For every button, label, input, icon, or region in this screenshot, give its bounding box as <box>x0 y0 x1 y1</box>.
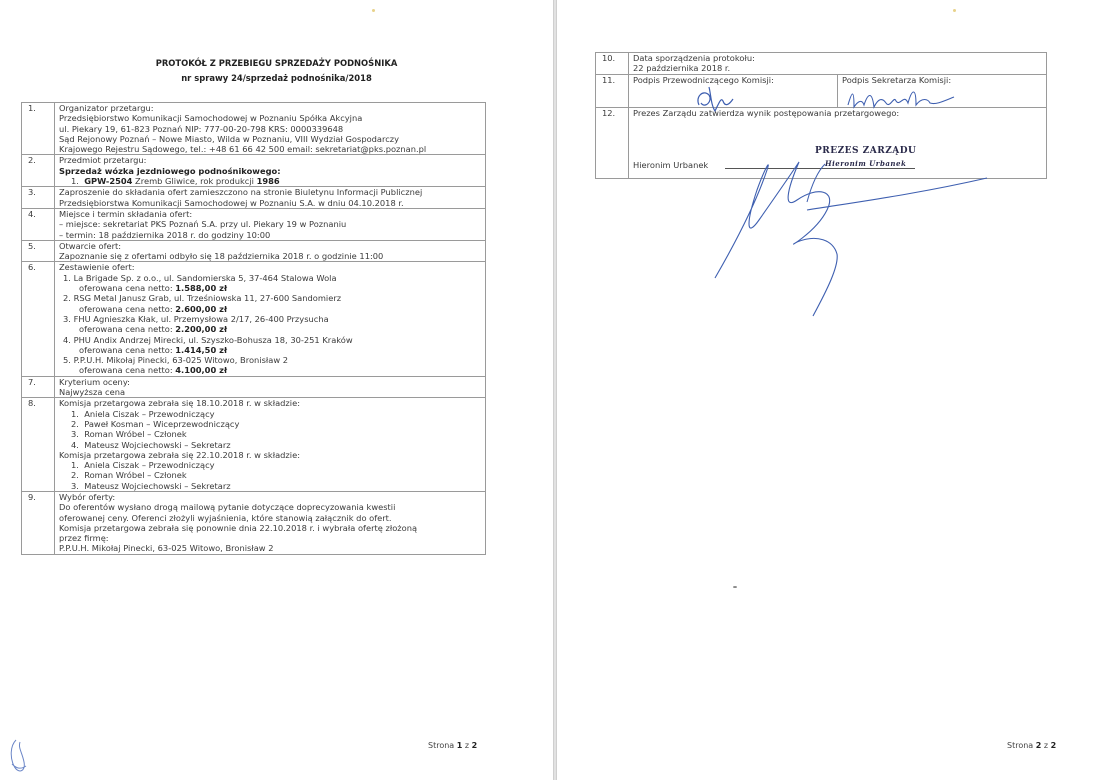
row-number: 7. <box>22 376 55 398</box>
offer-price: 1.588,00 zł <box>175 283 228 294</box>
offer-bidder: FHU Agnieszka Kłak, ul. Przemysłowa 2/17, 26-400 Przysucha <box>73 313 329 324</box>
chair-signature-cell <box>629 74 838 107</box>
president-name: Hieronim Urbanek <box>633 159 709 170</box>
secretary-signature-label: Podpis Sekretarza Komisji: <box>842 74 952 85</box>
row-content <box>55 262 486 376</box>
committee-member: 3. Mateusz Wojciechowski – Sekretarz <box>71 480 231 491</box>
criterion-value: Najwyższa cena <box>59 387 126 398</box>
selected-bidder: P.P.U.H. Mikołaj Pinecki, 63-025 Witowo, Bronisław 2 <box>59 543 274 554</box>
organizer-court: Sąd Rejonowy Poznań – Nowe Miasto, Wilda w Poznaniu, VIII Wydział Gospodarczy <box>59 133 400 144</box>
page-total: 2 <box>471 741 478 750</box>
protocol-date-label: Data sporządzenia protokołu: <box>633 53 755 63</box>
table-row <box>22 376 486 398</box>
organizer-contact: Krajowego Rejestru Sądowego, tel.: +48 61 66 42 500 email: sekretariat@pks.poznan.pl <box>59 144 427 155</box>
offer-item: 1. La Brigade Sp. z o.o., ul. Sandomierska 5, 37-464 Stalowa Wola <box>63 272 337 283</box>
row-number: 2. <box>22 155 55 187</box>
page-total: 2 <box>1050 741 1057 750</box>
opening-label: Otwarcie ofert: <box>59 240 122 251</box>
secretary-signature-cell <box>838 74 1047 107</box>
table-row <box>22 240 486 262</box>
item-year: 1986 <box>256 176 280 187</box>
invitation-line: Zaproszenie do składania ofert zamieszczono na stronie Biuletynu Informacji Publicznej <box>59 187 423 198</box>
item-model: GPW-2504 <box>84 176 133 187</box>
subject-title: Sprzedaż wózka jezdniowego podnośnikowego: <box>59 165 281 176</box>
subject-item <box>59 176 481 186</box>
row-number: 5. <box>22 240 55 262</box>
approval-label: Prezes Zarządu zatwierdza wynik postępowania przetargowego: <box>633 107 900 118</box>
page-footer: Strona 2 z 2 <box>1007 741 1057 750</box>
table-row <box>596 74 1047 107</box>
selection-label: Wybór oferty: <box>59 491 116 502</box>
table-row <box>596 53 1047 75</box>
row-content <box>629 53 1047 75</box>
row-number: 1. <box>22 103 55 155</box>
submission-place: – miejsce: sekretariat PKS Poznań S.A. przy ul. Piekary 19 w Poznaniu <box>59 219 347 230</box>
row-content <box>55 398 486 492</box>
row-content <box>55 376 486 398</box>
committee-first-meeting: Komisja przetargowa zebrała się 18.10.2018 r. w składzie: <box>59 398 300 409</box>
document-page-2 <box>557 0 1103 780</box>
offer-price: 1.414,50 zł <box>175 344 228 355</box>
selection-text: Komisja przetargowa zebrała się ponownie dnia 22.10.2018 r. i wybrała ofertę złożoną <box>59 522 418 533</box>
row-number: 8. <box>22 398 55 492</box>
committee-second-meeting: Komisja przetargowa zebrała się 22.10.2018 r. w składzie: <box>59 449 300 460</box>
offer-item: 5. P.P.U.H. Mikołaj Pinecki, 63-025 Witowo, Bronisław 2 <box>63 355 289 366</box>
row-number: 4. <box>22 208 55 240</box>
row-content <box>55 491 486 554</box>
row-number: 10. <box>596 53 629 75</box>
document-title: PROTOKÓŁ Z PRZEBIEGU SPRZEDAŻY PODNOŚNIKA <box>155 58 398 68</box>
row-number: 6. <box>22 262 55 376</box>
table-row <box>22 187 486 209</box>
offer-price: 4.100,00 zł <box>175 365 228 376</box>
offer-price: 2.600,00 zł <box>175 303 228 314</box>
page-footer: Strona 1 z 2 <box>428 741 478 750</box>
offer-price-line: oferowana cena netto: 1.588,00 zł <box>79 283 228 294</box>
subject-label: Przedmiot przetargu: <box>59 155 147 166</box>
president-stamp-title: PREZES ZARZĄDU <box>815 145 917 156</box>
committee-member: 1. Aniela Ciszak – Przewodniczący <box>71 460 215 471</box>
offer-item: 3. FHU Agnieszka Kłak, ul. Przemysłowa 2/17, 26-400 Przysucha <box>63 313 329 324</box>
offer-bidder: RSG Metal Janusz Grab, ul. Trześniowska 11, 27-600 Sandomierz <box>73 293 342 304</box>
selection-text: oferowanej ceny. Oferenci złożyli wyjaśnienia, które stanowią załącznik do ofert. <box>59 512 392 523</box>
row-content <box>55 103 486 155</box>
offer-bidder: PHU Andix Andrzej Mirecki, ul. Szyszko-Bohusza 18, 30-251 Kraków <box>73 334 353 345</box>
row-content <box>55 208 486 240</box>
table-row <box>22 398 486 492</box>
page-number: 2 <box>1035 741 1042 750</box>
organizer-label: Organizator przetargu: <box>59 103 154 113</box>
chair-signature-label: Podpis Przewodniczącego Komisji: <box>633 74 774 85</box>
row-number: 9. <box>22 491 55 554</box>
scan-speck <box>372 9 375 12</box>
table-row <box>22 103 486 155</box>
table-row <box>22 208 486 240</box>
scan-speck <box>733 586 737 588</box>
committee-member: 1. Aniela Ciszak – Przewodniczący <box>71 408 215 419</box>
selection-text: przez firmę: <box>59 533 109 544</box>
committee-member: 2. Paweł Kosman – Wiceprzewodniczący <box>71 418 240 429</box>
row-content <box>55 155 486 187</box>
row-number: 11. <box>596 74 629 107</box>
committee-member: 3. Roman Wróbel – Członek <box>71 429 187 440</box>
protocol-date: 22 października 2018 r. <box>633 63 731 74</box>
table-row <box>22 262 486 376</box>
offer-bidder: La Brigade Sp. z o.o., ul. Sandomierska 5, 37-464 Stalowa Wola <box>73 272 337 283</box>
offer-item: 2. RSG Metal Janusz Grab, ul. Trześniowska 11, 27-600 Sandomierz <box>63 293 342 304</box>
criterion-label: Kryterium oceny: <box>59 376 130 387</box>
table-row <box>22 155 486 187</box>
offer-price-line: oferowana cena netto: 1.414,50 zł <box>79 344 228 355</box>
organizer-name: Przedsiębiorstwo Komunikacji Samochodowej w Poznaniu Spółka Akcyjna <box>59 113 363 124</box>
case-number: nr sprawy 24/sprzedaż podnośnika/2018 <box>181 73 372 83</box>
committee-member: 2. Roman Wróbel – Członek <box>71 470 187 481</box>
protocol-table <box>21 102 486 555</box>
opening-text: Zapoznanie się z ofertami odbyło się 18 października 2018 r. o godzinie 11:00 <box>59 251 384 262</box>
president-stamp-name: Hieronim Urbanek <box>825 158 907 168</box>
offer-item: 4. PHU Andix Andrzej Mirecki, ul. Szyszko-Bohusza 18, 30-251 Kraków <box>63 334 353 345</box>
page-number: 1 <box>456 741 463 750</box>
submission-label: Miejsce i termin składania ofert: <box>59 208 193 219</box>
offer-price-line: oferowana cena netto: 2.200,00 zł <box>79 324 228 335</box>
offer-price-line: oferowana cena netto: 4.100,00 zł <box>79 365 228 376</box>
scan-speck <box>953 9 956 12</box>
row-content <box>55 187 486 209</box>
organizer-address: ul. Piekary 19, 61-823 Poznań NIP: 777-00-20-798 KRS: 0000339648 <box>59 123 344 134</box>
item-number: 1. <box>71 176 79 187</box>
offer-price-line: oferowana cena netto: 2.600,00 zł <box>79 303 228 314</box>
paraph-signature <box>6 736 34 776</box>
row-content <box>55 240 486 262</box>
committee-member: 4. Mateusz Wojciechowski – Sekretarz <box>71 439 231 450</box>
president-signature <box>687 150 1007 350</box>
invitation-line: Przedsiębiorstwa Komunikacji Samochodowej w Poznaniu S.A. w dniu 04.10.2018 r. <box>59 197 404 208</box>
row-number: 12. <box>596 107 629 178</box>
selection-text: Do oferentów wysłano drogą mailową pytanie dotyczące doprecyzowania kwestii <box>59 502 396 513</box>
offers-label: Zestawienie ofert: <box>59 262 135 273</box>
offer-price: 2.200,00 zł <box>175 324 228 335</box>
submission-deadline: – termin: 18 października 2018 r. do godziny 10:00 <box>59 229 271 240</box>
table-row <box>22 491 486 554</box>
offer-bidder: P.P.U.H. Mikołaj Pinecki, 63-025 Witowo, Bronisław 2 <box>73 355 289 366</box>
row-number: 3. <box>22 187 55 209</box>
item-text: Zremb Gliwice, rok produkcji <box>132 176 257 187</box>
